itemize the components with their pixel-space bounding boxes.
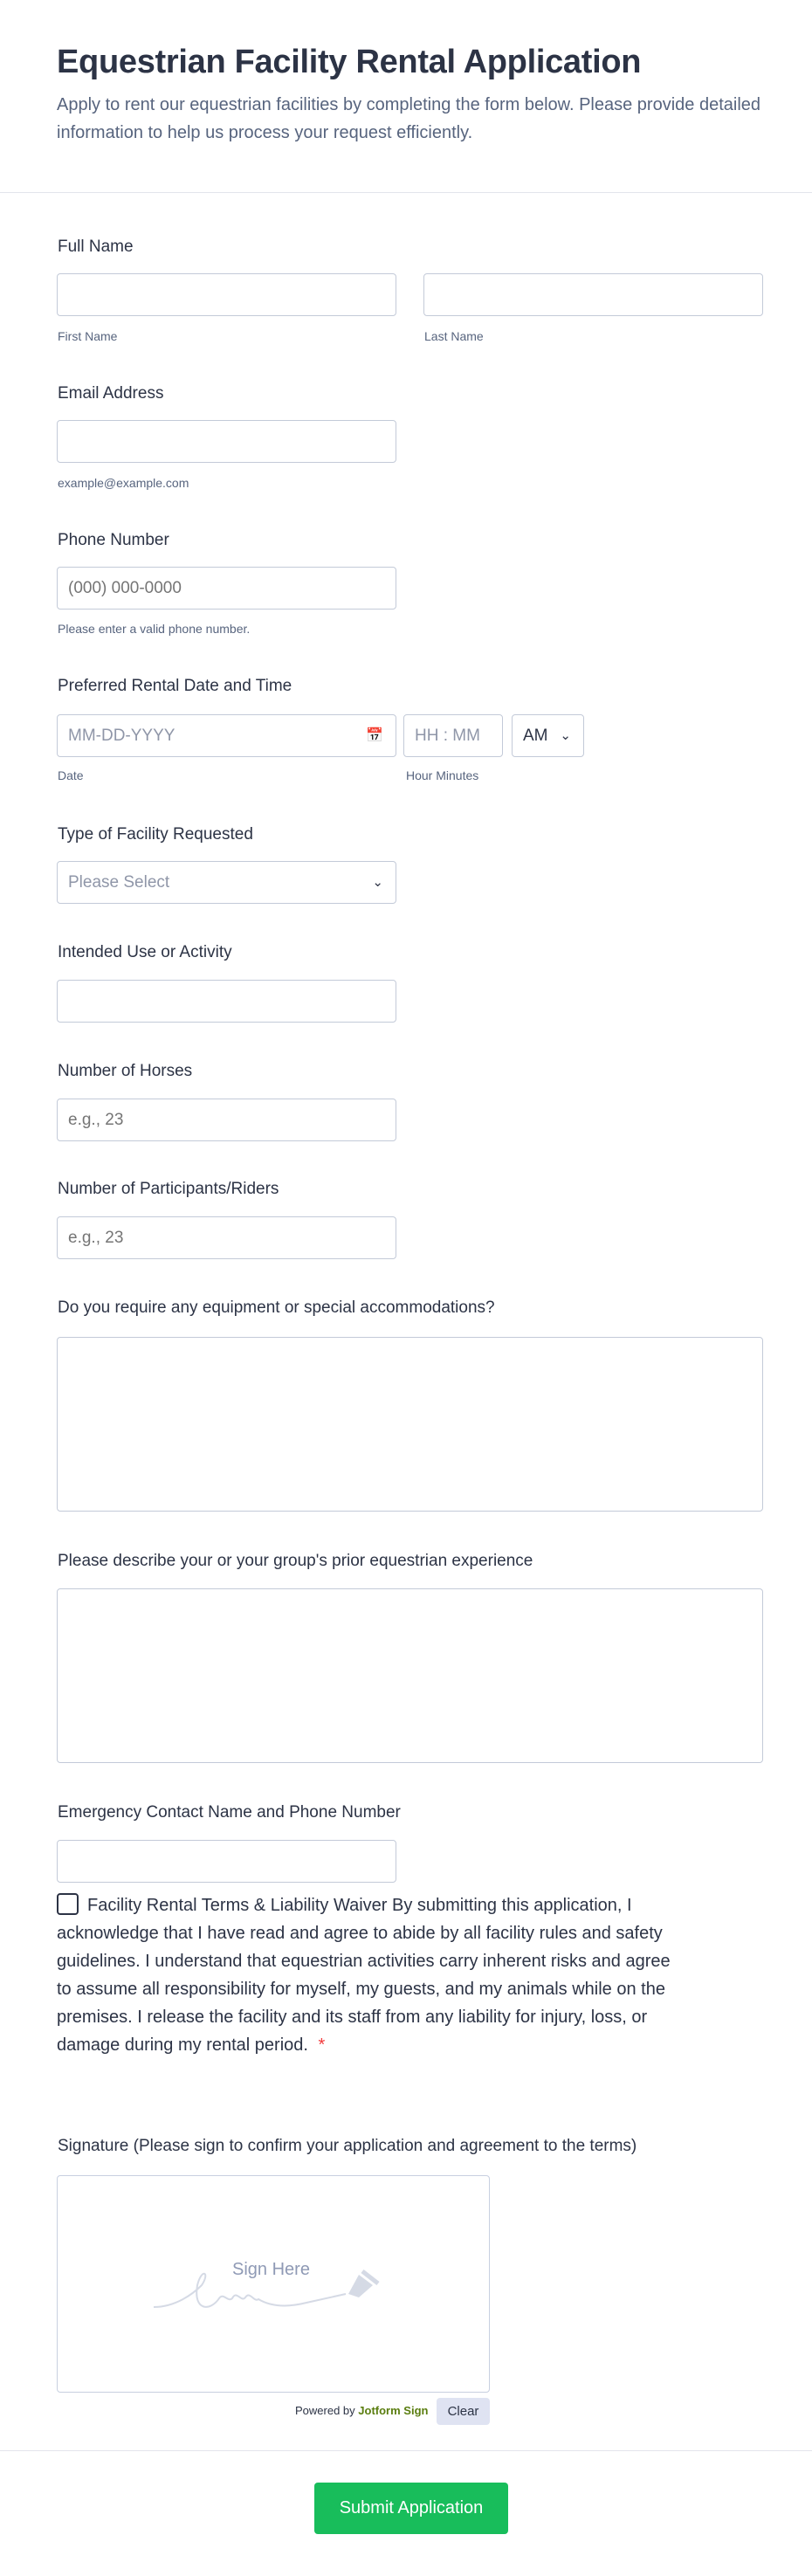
facility-select[interactable] xyxy=(57,861,396,904)
emergency-label: Emergency Contact Name and Phone Number xyxy=(58,1803,401,1822)
experience-label: Please describe your or your group's prior equestrian experience xyxy=(58,1552,533,1570)
page-subtitle: Apply to rent our equestrian facilities by completing the form below. Please provide detailed information to help us process your request efficiently. xyxy=(57,95,761,142)
time-input[interactable] xyxy=(403,714,503,757)
facility-placeholder: Please Select xyxy=(68,872,170,892)
calendar-icon[interactable]: 📅 xyxy=(366,728,383,743)
email-label: Email Address xyxy=(58,384,164,403)
datetime-label: Preferred Rental Date and Time xyxy=(58,677,292,695)
powered-by-text: Powered by xyxy=(295,2404,355,2417)
date-input[interactable] xyxy=(57,714,396,757)
phone-label: Phone Number xyxy=(58,531,169,549)
last-name-sublabel: Last Name xyxy=(424,329,484,343)
equipment-textarea[interactable] xyxy=(57,1337,763,1512)
experience-textarea[interactable] xyxy=(57,1588,763,1763)
intended-use-label: Intended Use or Activity xyxy=(58,943,232,961)
page-title: Equestrian Facility Rental Application xyxy=(57,44,642,80)
chevron-down-icon: ⌄ xyxy=(560,728,571,743)
emergency-input[interactable] xyxy=(57,1840,396,1883)
time-sublabel: Hour Minutes xyxy=(406,768,479,782)
email-input[interactable] xyxy=(57,420,396,463)
email-sublabel: example@example.com xyxy=(58,476,189,490)
date-placeholder: MM-DD-YYYY xyxy=(68,726,175,745)
equipment-label: Do you require any equipment or special accommodations? xyxy=(58,1298,495,1317)
waiver-field xyxy=(57,1891,681,2059)
footer-divider xyxy=(0,2450,812,2451)
waiver-checkbox[interactable] xyxy=(57,1893,79,1915)
sign-here-hint: Sign Here xyxy=(232,2260,310,2279)
intended-use-input[interactable] xyxy=(57,980,396,1023)
clear-signature-button[interactable]: Clear xyxy=(437,2398,490,2425)
horses-input[interactable] xyxy=(57,1099,396,1141)
ampm-value: AM xyxy=(523,726,548,745)
ampm-select[interactable] xyxy=(512,714,584,757)
time-placeholder: HH : MM xyxy=(415,726,480,745)
header-divider xyxy=(0,192,812,193)
facility-label: Type of Facility Requested xyxy=(58,825,253,844)
full-name-label: Full Name xyxy=(58,238,134,256)
horses-label: Number of Horses xyxy=(58,1062,193,1080)
powered-by xyxy=(295,2404,428,2417)
last-name-input[interactable] xyxy=(423,273,763,316)
required-asterisk: * xyxy=(318,2035,326,2055)
chevron-down-icon: ⌄ xyxy=(372,875,383,890)
date-sublabel: Date xyxy=(58,768,84,782)
submit-button[interactable]: Submit Application xyxy=(314,2483,508,2534)
first-name-sublabel: First Name xyxy=(58,329,118,343)
phone-sublabel: Please enter a valid phone number. xyxy=(58,622,251,636)
first-name-input[interactable] xyxy=(57,273,396,316)
signature-label: Signature (Please sign to confirm your application and agreement to the terms) xyxy=(58,2137,637,2155)
signature-scribble-icon xyxy=(149,2259,403,2320)
jotform-sign-link[interactable]: Jotform Sign xyxy=(358,2404,429,2417)
waiver-text: Facility Rental Terms & Liability Waiver By submitting this application, I acknowledge that I have read and agree to abide by all facility rules and safety guidelines. I understand that equestrian activities carry inherent risks and agree to assume all responsibility for myself, my guests, and my animals while on the premises. I release the facility and its staff from any liability for injury, loss, or damage during my rental period. xyxy=(57,1896,671,2055)
participants-input[interactable] xyxy=(57,1216,396,1259)
participants-label: Number of Participants/Riders xyxy=(58,1180,279,1198)
phone-input[interactable] xyxy=(57,567,396,610)
signature-pad[interactable] xyxy=(57,2175,490,2393)
